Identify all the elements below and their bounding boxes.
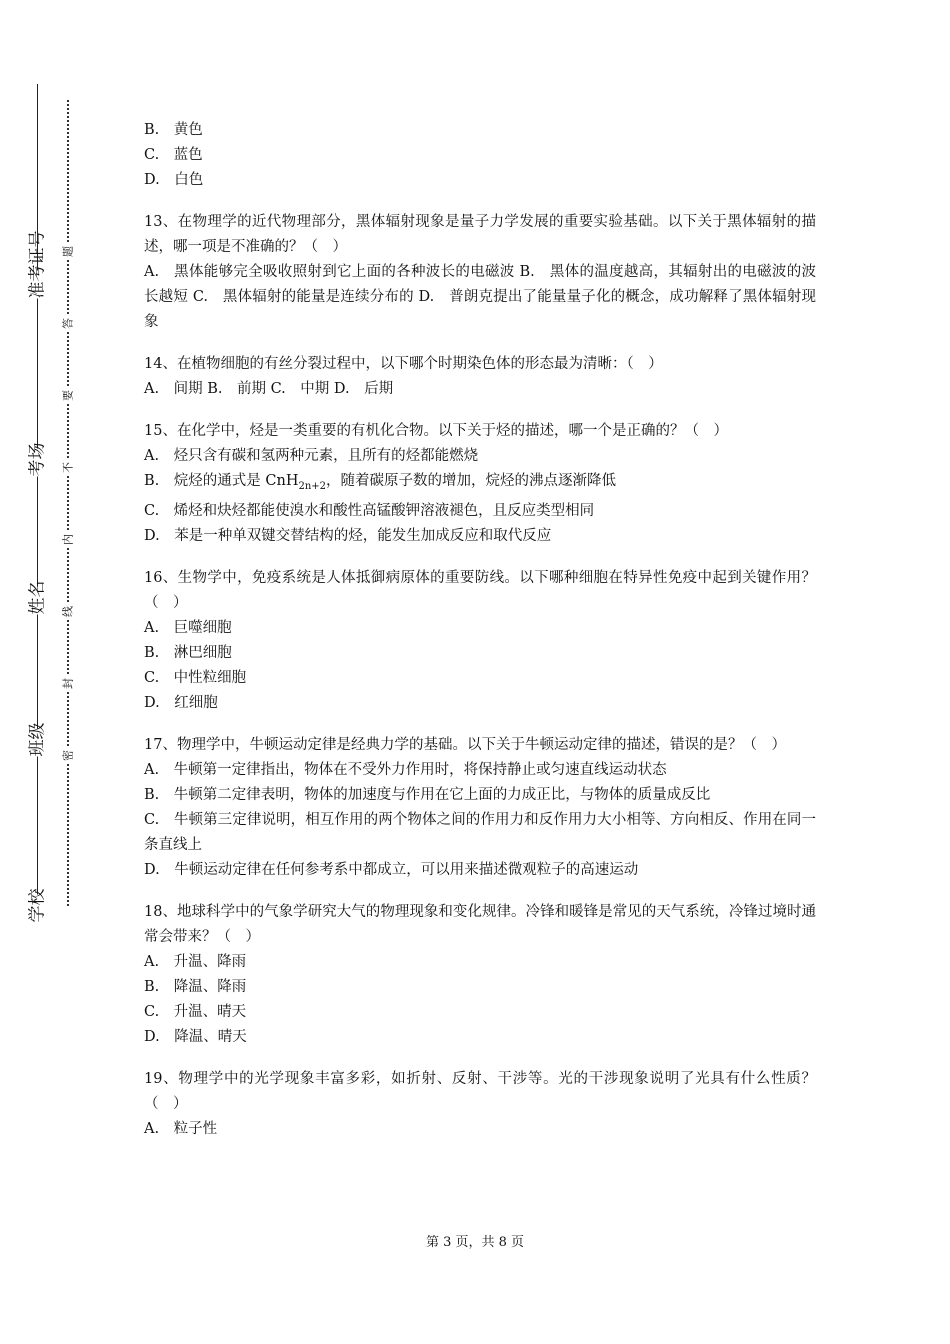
option: C. 烯烃和炔烃都能使溴水和酸性高锰酸钾溶液褪色，且反应类型相同 — [144, 502, 595, 519]
option: C. 中性粒细胞 — [144, 669, 247, 686]
question-options: A. 间期 B. 前期 C. 中期 D. 后期 — [144, 381, 394, 397]
option — [144, 469, 816, 499]
option: B. 黄色 — [144, 122, 203, 138]
question-stem: 18、地球科学中的气象学研究大气的物理现象和变化规律。冷锋和暖锋是常见的天气系统，冷锋过境时通常会带来？（ ） — [144, 903, 816, 945]
question-stem: 19、物理学中的光学现象丰富多彩，如折射、反射、干涉等。光的干涉现象说明了光具有什么性质？（ ） — [144, 1070, 816, 1112]
question-content — [144, 118, 816, 1159]
field-name-label: 姓名 — [27, 580, 48, 615]
option: D. 牛顿运动定律在任何参考系中都成立，可以用来描述微观粒子的高速运动 — [144, 861, 639, 878]
question-13 — [144, 210, 816, 335]
option: C. 升温、晴天 — [144, 1003, 247, 1020]
field-class-label: 班级 — [27, 722, 48, 757]
seal-char: 内 — [63, 532, 74, 548]
question-16 — [144, 566, 816, 716]
question-14 — [144, 352, 816, 402]
seal-char: 题 — [63, 244, 74, 260]
question-15 — [144, 419, 816, 549]
option: A. 牛顿第一定律指出，物体在不受外力作用时，将保持静止或匀速直线运动状态 — [144, 761, 667, 778]
binding-solid-line — [37, 84, 38, 914]
option: B. 牛顿第二定律表明，物体的加速度与作用在它上面的力成正比，与物体的质量成反比 — [144, 786, 711, 803]
question-options: A. 黑体能够完全吸收照射到它上面的各种波长的电磁波 B. 黑体的温度越高，其辐射出的电磁波的波长越短 C. 黑体辐射的能量是连续分布的 D. 普朗克提出了能量量子化的概念，成功解释了黑体辐射现象 — [144, 264, 816, 330]
option: D. 降温、晴天 — [144, 1028, 247, 1045]
binding-dotted-line — [67, 100, 69, 906]
option: A. 巨噬细胞 — [144, 619, 232, 636]
option: D. 白色 — [144, 172, 204, 188]
option: C. 蓝色 — [144, 147, 203, 163]
formula-n: n — [276, 473, 286, 489]
question-17 — [144, 733, 816, 883]
question-stem: 15、在化学中，烃是一类重要的有机化合物。以下关于烃的描述，哪一个是正确的？（ ） — [144, 423, 728, 439]
formula-h: H — [285, 473, 299, 489]
question-stem: 14、在植物细胞的有丝分裂过程中，以下哪个时期染色体的形态最为清晰：（ ） — [144, 356, 663, 372]
option: A. 粒子性 — [144, 1120, 218, 1137]
question-18 — [144, 900, 816, 1050]
seal-char: 不 — [63, 460, 74, 476]
seal-char: 答 — [63, 316, 74, 332]
question-stem: 17、物理学中，牛顿运动定律是经典力学的基础。以下关于牛顿运动定律的描述，错误的是？（ ） — [144, 736, 786, 753]
carryover-options — [144, 118, 816, 193]
question-stem: 13、在物理学的近代物理部分，黑体辐射现象是量子力学发展的重要实验基础。以下关于黑体辐射的描述，哪一项是不准确的？（ ） — [144, 214, 816, 255]
option: D. 苯是一种单双键交替结构的烃，能发生加成反应和取代反应 — [144, 527, 552, 544]
seal-char: 封 — [63, 676, 74, 692]
field-school-label: 学校 — [27, 888, 48, 923]
seal-char: 要 — [63, 388, 74, 404]
option: C. 牛顿第三定律说明，相互作用的两个物体之间的作用力和反作用力大小相等、方向相反、作用在同一条直线上 — [144, 811, 816, 853]
field-exam-room-label: 考场 — [27, 442, 48, 477]
option: B. 淋巴细胞 — [144, 644, 232, 661]
seal-char: 密 — [63, 748, 74, 764]
option: A. 升温、降雨 — [144, 953, 247, 970]
page-number-footer: 第 3 页，共 8 页 — [425, 1235, 525, 1250]
option: A. 烃只含有碳和氢两种元素，且所有的烃都能燃烧 — [144, 448, 479, 464]
option-text: ，随着碳原子数的增加，烷烃的沸点逐渐降低 — [326, 473, 617, 489]
seal-char: 线 — [63, 604, 74, 620]
option: D. 红细胞 — [144, 694, 218, 711]
question-19 — [144, 1067, 816, 1142]
option-text: B. 烷烃的通式是 C — [144, 473, 277, 489]
option: B. 降温、降雨 — [144, 978, 247, 995]
binding-margin — [0, 0, 110, 1344]
field-exam-number-label: 准考证号 — [27, 230, 48, 299]
question-stem: 16、生物学中，免疫系统是人体抵御病原体的重要防线。以下哪种细胞在特异性免疫中起到关键作用？（ ） — [144, 569, 816, 611]
formula-subscript: 2n+2 — [298, 480, 327, 492]
